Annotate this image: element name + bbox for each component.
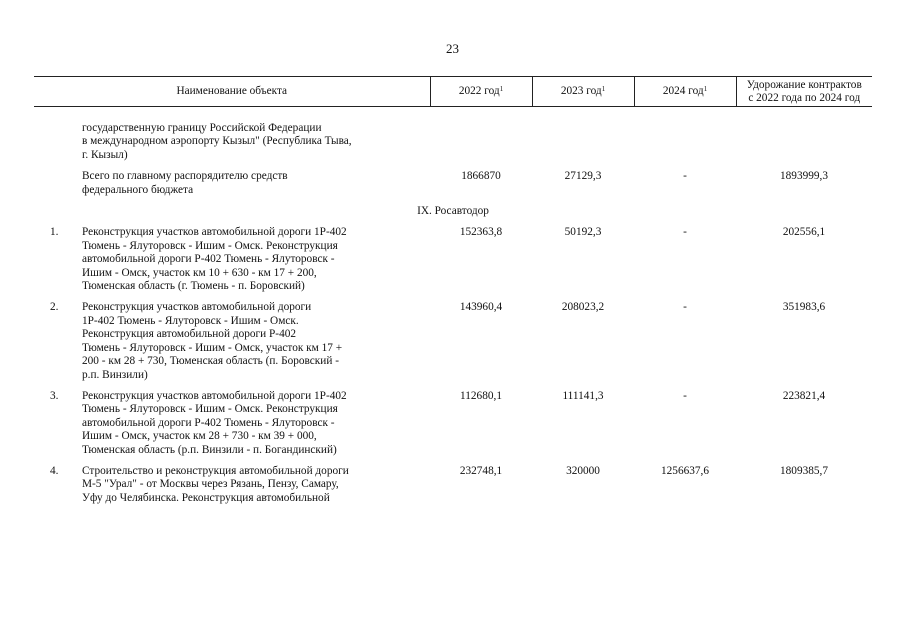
row-number: 4. [50, 464, 59, 477]
row-number: 3. [50, 389, 59, 402]
row-object-name: Строительство и реконструкция автомобильной дороги М-5 "Урал" - от Москвы через Рязань, Пензу, Самару, Уфу до Челябинска. Реконструкция автомобильной [82, 464, 349, 504]
row-2023: 320000 [566, 464, 600, 477]
continuation-text: государственную границу Российской Федерации в международном аэропорту Кызыл" (Республика Тыва, г. Кызыл) [82, 122, 352, 161]
row-2024: 1256637,6 [661, 464, 710, 477]
table-row [34, 226, 872, 301]
header-2023: 2023 год$^1$ [532, 77, 634, 107]
subtotal-2023: 27129,3 [564, 170, 602, 183]
table-row [34, 301, 872, 389]
row-number: 1. [50, 226, 59, 239]
table-row [34, 390, 872, 465]
row-number: 2. [50, 301, 59, 314]
footnote-mark: 1 [499, 85, 504, 93]
row-2024: - [683, 301, 687, 314]
header-contract-increase: Удорожание контрактов с 2022 года по 2024 год [736, 77, 872, 107]
row-2022: 232748,1 [459, 464, 503, 477]
row-2024: - [683, 226, 687, 239]
header-2022: 2022 год$^1$ [430, 77, 532, 107]
row-object-name: Реконструкция участков автомобильной дороги 1Р-402 Тюмень - Ялуторовск - Ишим - Омск. Реконструкция автомобильной дороги Р-402 Тюмень - Ялуторовск - Ишим - Омск, участок км 10 + 630 - км 17 + 200, Тюменская область (г. Тюмень - п. Боровский) [82, 226, 347, 293]
row-object-name: Реконструкция участков автомобильной дороги 1Р-402 Тюмень - Ялуторовск - Ишим - Омск. Реконструкция автомобильной дороги Р-402 Тюмень - Ялуторовск - Ишим - Омск, участок км 17 + 200 - км 28 + 730, Тюменская область (п. Боровский - р.п. Винзили) [82, 301, 343, 381]
budget-table [34, 76, 872, 505]
footnote-mark: 1 [703, 85, 708, 93]
section-row [34, 205, 872, 226]
subtotal-row [34, 170, 872, 205]
row-2024: - [683, 389, 687, 402]
row-increase: 223821,4 [782, 389, 826, 402]
row-2023: 111141,3 [562, 389, 604, 402]
row-object-name: Реконструкция участков автомобильной дороги 1Р-402 Тюмень - Ялуторовск - Ишим - Омск. Реконструкция автомобильной дороги Р-402 Тюмень - Ялуторовск - Ишим - Омск, участок км 28 + 730 - км 39 + 000, Тюменская область (р.п. Винзили - п. Богандинский) [82, 389, 347, 456]
row-2023: 208023,2 [561, 301, 605, 314]
row-2022: 112680,1 [460, 389, 502, 402]
subtotal-increase: 1893999,3 [780, 170, 829, 183]
footnote-mark: 1 [601, 85, 606, 93]
row-2023: 50192,3 [564, 226, 602, 239]
row-increase: 202556,1 [782, 226, 826, 239]
subtotal-2024: - [683, 170, 687, 183]
header-2024: 2024 год$^1$ [634, 77, 736, 107]
subtotal-2022: 1866870 [461, 170, 501, 183]
header-object-name: Наименование объекта [34, 77, 430, 107]
subtotal-label: Всего по главному распорядителю средств федерального бюджета [82, 170, 288, 196]
continuation-row [34, 122, 872, 170]
table-header-row [34, 77, 872, 107]
row-increase: 1809385,7 [780, 464, 829, 477]
section-title: IX. Росавтодор [417, 205, 489, 218]
table-row [34, 465, 872, 505]
row-increase: 351983,6 [782, 301, 826, 314]
row-2022: 152363,8 [459, 226, 503, 239]
row-2022: 143960,4 [459, 301, 503, 314]
page-number: 23 [446, 41, 459, 56]
